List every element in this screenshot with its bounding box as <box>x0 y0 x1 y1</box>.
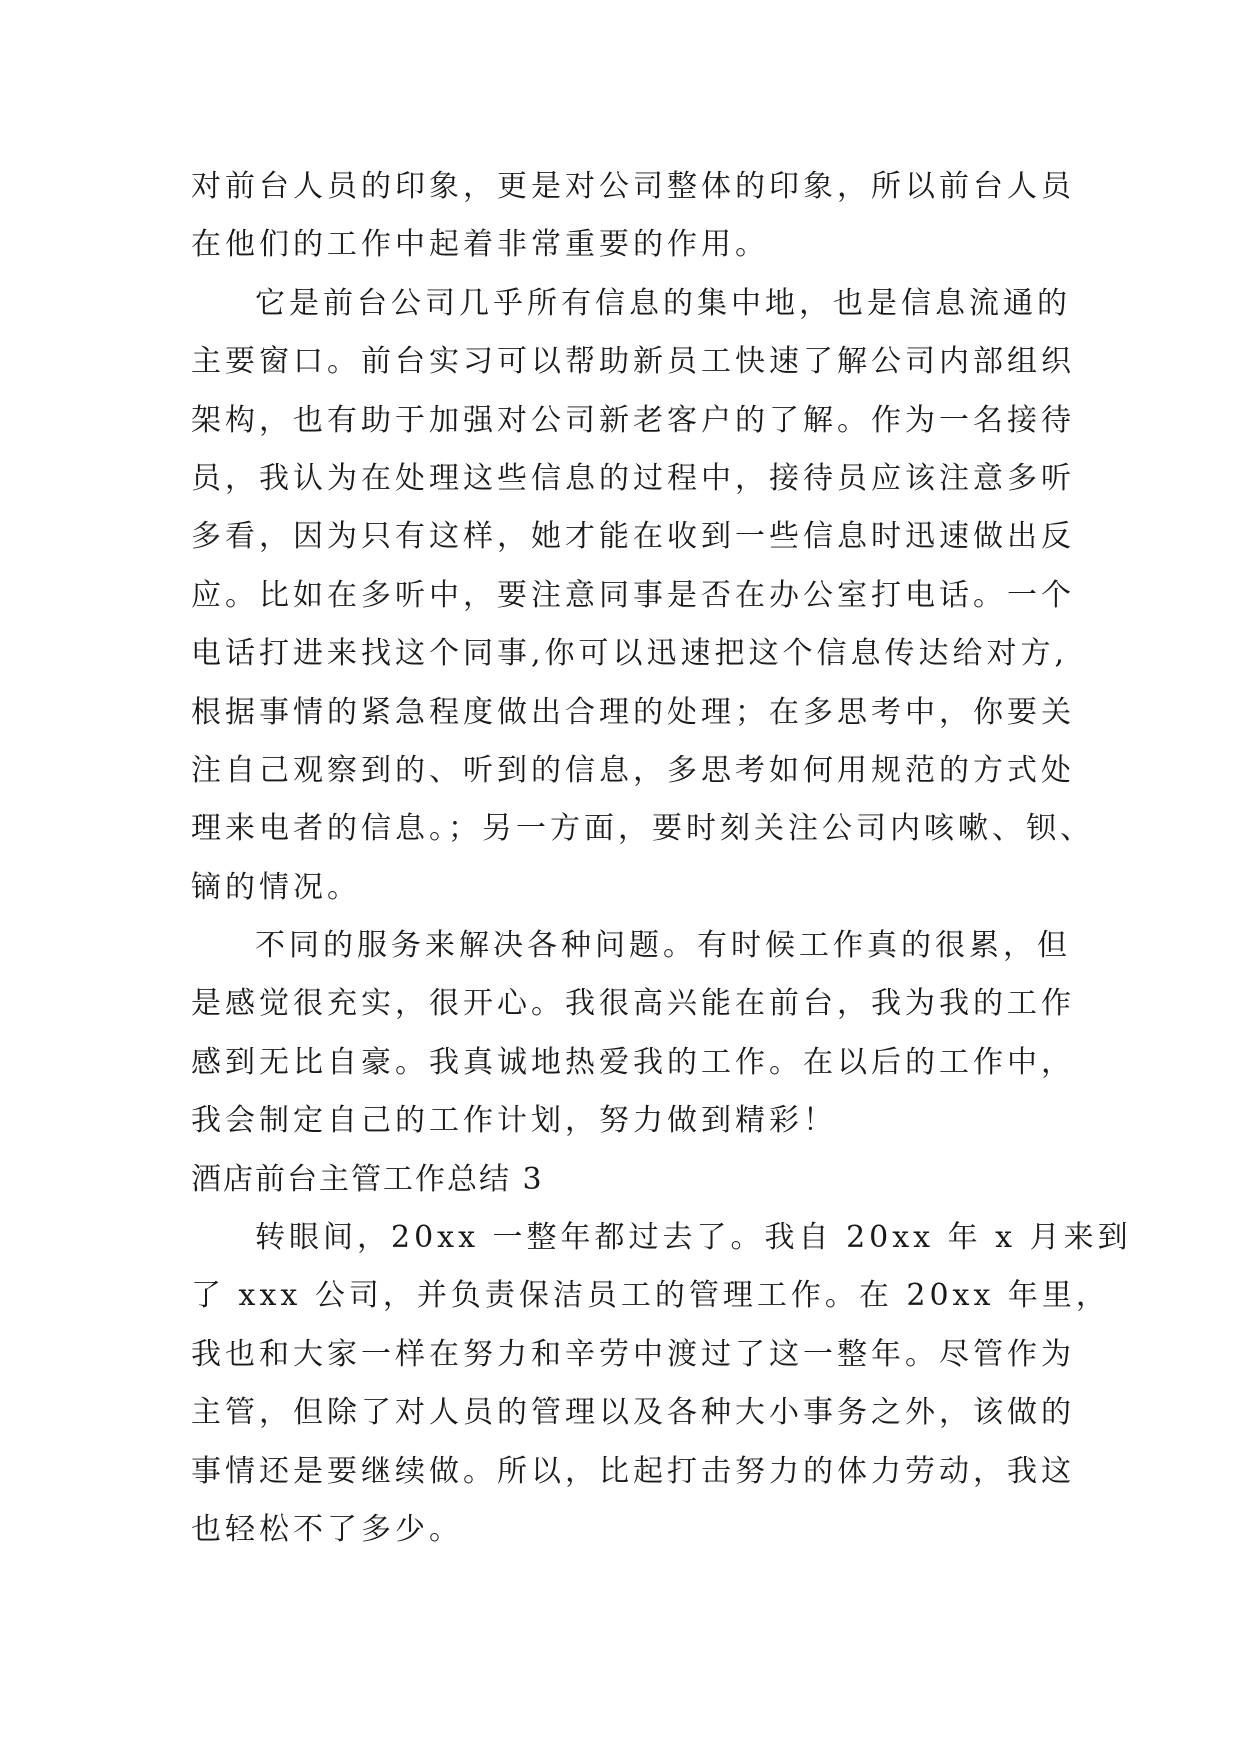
paragraph-line: 架构，也有助于加强对公司新老客户的了解。作为一名接待 <box>191 402 1075 438</box>
paragraph-line: 员，我认为在处理这些信息的过程中，接待员应该注意多听 <box>191 460 1075 496</box>
paragraph-line: 主管，但除了对人员的管理以及各种大小事务之外，该做的 <box>191 1395 1075 1431</box>
paragraph-line: 应。比如在多听中，要注意同事是否在办公室打电话。一个 <box>191 577 1075 613</box>
paragraph-line: 理来电者的信息。；另一方面，要时刻关注公司内咳嗽、钡、 <box>191 811 1094 847</box>
document-body <box>191 158 1132 1559</box>
paragraph-line: 多看，因为只有这样，她才能在收到一些信息时迅速做出反 <box>191 519 1075 555</box>
paragraph-line: 也轻松不了多少。 <box>191 1511 463 1547</box>
paragraph-line: 事情还是要继续做。所以，比起打击努力的体力劳动，我这 <box>191 1453 1075 1489</box>
paragraph-line: 镝的情况。 <box>191 869 361 905</box>
paragraph-first-line: 转眼间，20xx 一整年都过去了。我自 20xx 年 x 月来到 <box>255 1220 1132 1256</box>
paragraph-line: 我也和大家一样在努力和辛劳中渡过了这一整年。尽管作为 <box>191 1336 1075 1372</box>
paragraph-line: 对前台人员的印象，更是对公司整体的印象，所以前台人员 <box>191 169 1075 204</box>
paragraph-line: 注自己观察到的、听到的信息，多思考如何用规范的方式处 <box>191 752 1075 788</box>
paragraph-line: 感到无比自豪。我真诚地热爱我的工作。在以后的工作中， <box>191 1044 1075 1080</box>
paragraph-line: 在他们的工作中起着非常重要的作用。 <box>191 227 769 263</box>
paragraph-line: 了 xxx 公司，并负责保洁员工的管理工作。在 20xx 年里， <box>191 1278 1110 1314</box>
paragraph-line: 主要窗口。前台实习可以帮助新员工快速了解公司内部组织 <box>191 344 1075 380</box>
paragraph-line: 我会制定自己的工作计划，努力做到精彩！ <box>191 1103 837 1139</box>
paragraph-line: 是感觉很充实，很开心。我很高兴能在前台，我为我的工作 <box>191 986 1075 1022</box>
paragraph-first-line: 不同的服务来解决各种问题。有时候工作真的很累，但 <box>255 928 1071 964</box>
paragraph-line: 根据事情的紧急程度做出合理的处理；在多思考中，你要关 <box>191 694 1075 730</box>
section-heading: 酒店前台主管工作总结 3 <box>191 1161 544 1197</box>
paragraph-line: 电话打进来找这个同事,你可以迅速把这个信息传达给对方, <box>191 636 1069 672</box>
paragraph-first-line: 它是前台公司几乎所有信息的集中地，也是信息流通的 <box>255 285 1071 321</box>
